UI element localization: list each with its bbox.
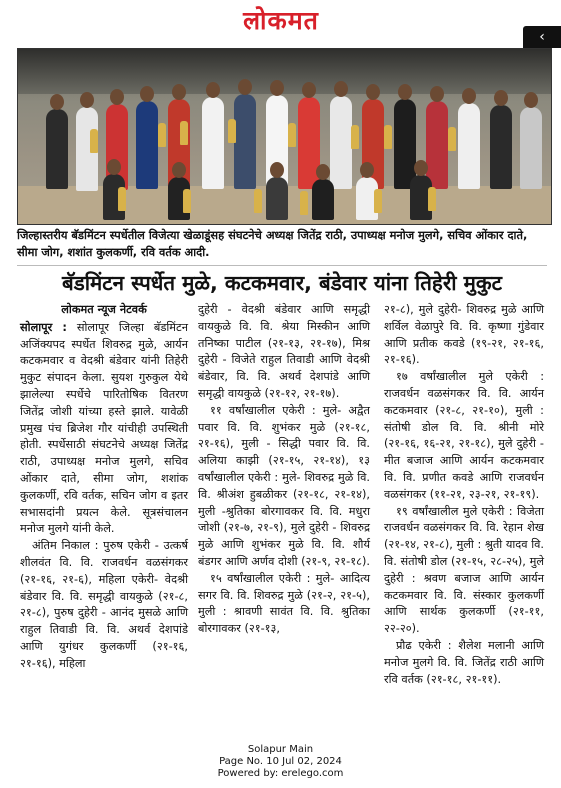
edition-label: Solapur Main xyxy=(247,744,314,755)
lokmat-logo: लोकमत xyxy=(243,6,319,35)
paragraph: १९ वर्षांखालील मुले एकेरी : विजेता राजवर्धन वळसंगकर वि. वि. रेहान शेख (२१-१४, २१-८), मुली : श्रुती यादव वि. वि. संतोषी डोल (२१-१५, २८-२५), मुले दुहेरी : श्रवण बजाज आणि आर्यन कटकमवार वि. वि. संस्कार कुलकर्णी आणि सार्थक कुलकर्णी (२१-११, २२-२०). xyxy=(384,504,544,636)
photo-wall xyxy=(18,49,551,94)
article-headline: बॅडमिंटन स्पर्धेत मुळे, कटकमवार, बंडेवार यांना तिहेरी मुकुट xyxy=(62,271,502,295)
page-info: Page No. 10 Jul 02, 2024 xyxy=(219,756,342,767)
paragraph: दुहेरी - वेदश्री बंडेवार आणि समृद्धी वायकुळे वि. वि. श्रेया मिस्कीन आणि तनिष्का पाटील (२१-१३, २१-१७), मिश्र दुहेरी - विजेते राहुल तिवाडी आणि वेदश्री बंडेवार, वि. वि. अथर्व देशपांडे आणि समृद्धी वायकुळे (२१-१२, २१-१७). xyxy=(198,303,370,400)
paragraph: ११ वर्षांखालील एकेरी : मुले- अद्वैत पवार वि. वि. शुभंकर मुळे (२१-१८, २१-१६), मुली - सिद्धी पवार वि. वि. अलिया काझी (२१-१५, २१-१४), १३ वर्षांखालील एकेरी : मुले- शिवरुद्र मुळे वि. वि. श्रीअंश हुबळीकर (२१-१८, २१-१४), मुली -श्रुतिका बोरगावकर वि. वि. मधुरा जोशी (२१-७, २१-९), मुले दुहेरी - शिवरुद्र मुळे आणि शुभंकर मुळे वि. वि. शौर्य बंडगर आणि अर्णव दोशी (२१-९, २१-१८). xyxy=(198,403,370,568)
team-photo xyxy=(17,48,552,225)
article-column-1 xyxy=(20,302,188,673)
article-column-3 xyxy=(384,302,544,688)
byline: लोकमत न्यूज नेटवर्क xyxy=(61,303,147,316)
masthead xyxy=(0,0,561,45)
paragraph: १५ वर्षांखालील एकेरी : मुले- आदित्य सगर वि. वि. शिवरुद्र मुळे (२१-२, २१-५), मुली : श्रावणी सावंत वि. वि. श्रुतिका बोरगावकर (२१-१३, xyxy=(198,571,370,636)
dateline: सोलापूर : xyxy=(20,320,67,334)
paragraph: १७ वर्षांखालील मुले एकेरी : राजवर्धन वळसंगकर वि. वि. आर्यन कटकमवार (२१-८, २१-१०), मुली : संतोषी डोल वि. वि. श्रीनी मोरे (२१-१६, १६-२१, २१-१८), मुले दुहेरी - मीत बजाज आणि आर्यन कटकमवार वि. वि. प्रणीत कवडे आणि राजवर्धन वळसंगकर (११-२१, २३-२१, २१-१९). xyxy=(384,370,544,501)
article-column-2 xyxy=(198,302,370,638)
results-paragraph: अंतिम निकाल : पुरुष एकेरी - उत्कर्ष शीलवंत वि. वि. राजवर्धन वळसंगकर (२१-१६, २१-६), महिला एकेरी- वेदश्री बंडेवार वि. वि. समृद्धी वायकुळे (२१-८, २१-८), पुरुष दुहेरी - आनंद मुसळे आणि राहुल तिवाडी वि. वि. अथर्व देशपांडे आणि युगंधर कुलकर्णी (२१-१६, २१-१६), महिला xyxy=(20,539,188,670)
paragraph: प्रौढ एकेरी : शैलेश मलानी आणि मनोज मुलगे वि. वि. जितेंद्र राठी आणि रवि वर्तक (२१-१८, २१-११). xyxy=(384,638,544,686)
paragraph: २१-८), मुले दुहेरी- शिवरुद्र मुळे आणि शर्विल वेळापुरे वि. वि. कृष्णा गुंडेवार आणि प्रतीक कवडे (१९-२१, २१-१६, २१-१६). xyxy=(384,303,544,367)
photo-caption: जिल्हास्तरीय बॅडमिंटन स्पर्धेतील विजेत्या खेळाडूंसह संघटनेचे अध्यक्ष जितेंद्र राठी, उपाध्यक्ष मनोज मुलगे, सचिव ओंकार दाते, सीमा जोग, शशांत कुलकर्णी, रवि वर्तक आदी. xyxy=(17,228,528,259)
article-intro xyxy=(20,320,188,538)
powered-by: Powered by: erelego.com xyxy=(217,768,344,779)
intro-text: सोलापूर जिल्हा बॅडमिंटन अजिंक्यपद स्पर्धेत शिवरुद्र मुळे, आर्यन कटकमवार व वेदश्री बंडेवार यांनी तिहेरी मुकुट संपादन केला. सुयश गुरुकुल येथे झालेल्या स्पर्धेचे पारितोषिक वितरण जितेंद्र जोशी यांच्या हस्ते झाले. यावेळी प्रमुख पंच ब्रिजेश गौर यांचीही उपस्थिती होती. स्पर्धेसाठी संघटनेचे अध्यक्ष जितेंद्र राठी, उपाध्यक्ष मनोज मुलगे, सचिव ओंकार दाते, सीमा जोग, शशांक कुलकर्णी, रवि वर्तक, सचिन जोग व इतर सभासदांनी प्रयत्न केले. सूत्रसंचालन मनोज मुलगे यांनी केले. xyxy=(20,320,189,536)
chevron-icon[interactable]: ‹ xyxy=(523,26,561,48)
divider xyxy=(17,265,547,266)
page-footer xyxy=(0,744,561,780)
